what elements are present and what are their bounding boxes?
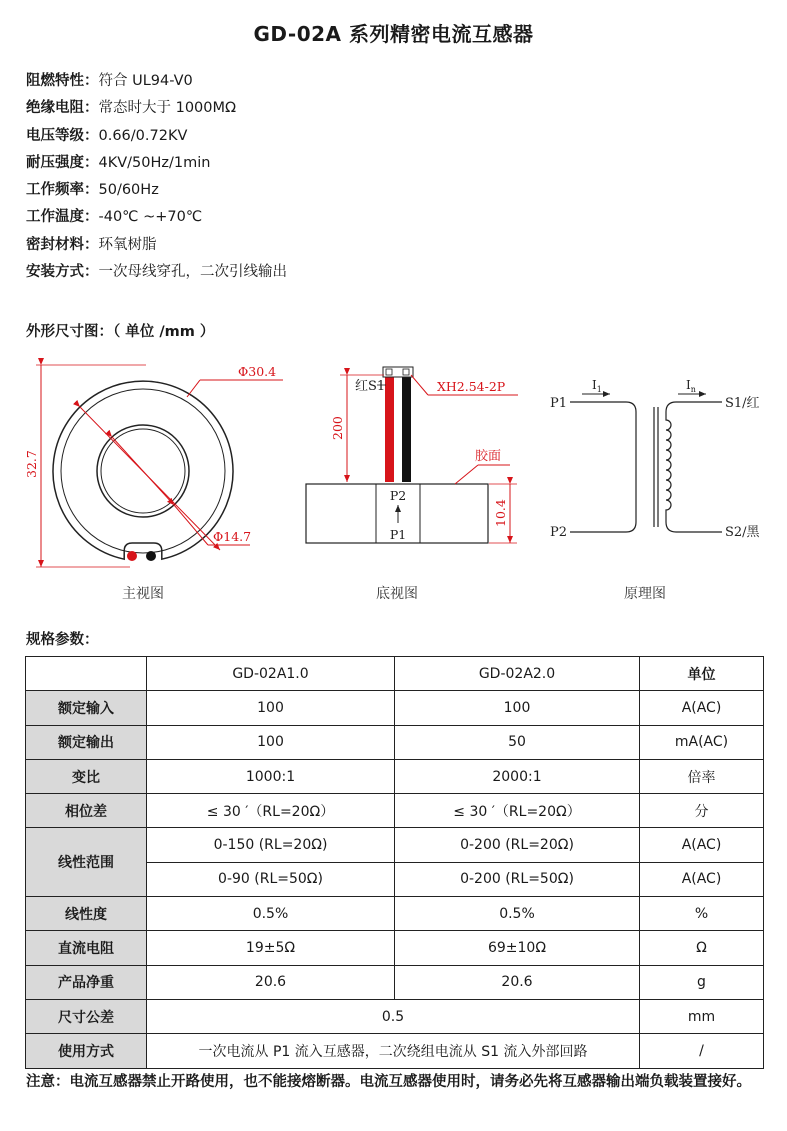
spec-temperature [26, 204, 287, 231]
table-row [26, 1034, 764, 1068]
i-secondary-label: $I_n$ [686, 378, 696, 394]
cell-a: 0-150 (RL=20Ω) [147, 828, 395, 862]
spec-key: 耐压强度 [26, 154, 84, 171]
spec-flame [26, 68, 287, 95]
row-label: 线性度 [26, 897, 147, 931]
spec-value: 50/60Hz [98, 182, 159, 199]
spec-value: -40℃ ~+70℃ [98, 209, 203, 226]
inner-dia-leader [174, 505, 208, 545]
page-title: GD-02A 系列精密电流互感器 [253, 22, 534, 46]
spec-key: 工作温度 [26, 209, 84, 226]
table-row [26, 999, 764, 1033]
cell-a: 100 [147, 691, 395, 725]
table-row [26, 965, 764, 999]
spec-key: 工作频率 [26, 182, 84, 199]
spec-sep: ： [84, 264, 99, 281]
spec-key: 电压等级 [26, 127, 84, 144]
schematic-caption: 原理图 [624, 586, 666, 602]
table-row [26, 691, 764, 725]
i-primary-label: $I_1$ [592, 378, 602, 394]
spec-value: 一次母线穿孔，二次引线输出 [98, 264, 287, 281]
spec-insulation [26, 95, 287, 122]
cell-b: 100 [395, 691, 640, 725]
dimension-diagrams [0, 345, 787, 615]
header-model-b: GD-02A2.0 [395, 657, 640, 691]
sch-p1-label: P1 [550, 396, 568, 411]
spec-sep: ： [84, 73, 99, 89]
cell-unit: 分 [640, 794, 764, 828]
red-terminal-dot [127, 551, 137, 561]
red-wire [385, 375, 394, 482]
cell-unit: Ω [640, 931, 764, 965]
table-header-row [26, 657, 764, 691]
sch-p2-label: P2 [550, 525, 568, 540]
row-label: 直流电阻 [26, 931, 147, 965]
bottom-view [306, 367, 518, 602]
cell-a: 20.6 [147, 965, 395, 999]
spec-sep: ： [84, 209, 99, 226]
spec-key: 密封材料 [26, 236, 84, 253]
p2-label: P2 [389, 488, 407, 503]
front-view-caption: 主视图 [122, 586, 164, 602]
cell-merged: 0.5 [147, 999, 640, 1033]
table-row [26, 794, 764, 828]
primary-winding [570, 402, 636, 532]
sch-s1-label: S1/红 [725, 396, 760, 411]
secondary-winding [666, 402, 722, 532]
connector-pin-2 [403, 369, 409, 375]
cell-unit: A(AC) [640, 862, 764, 896]
spec-sealing [26, 232, 287, 259]
cell-a: 0-90 (RL=50Ω) [147, 862, 395, 896]
cell-b: ≤ 30 ′（RL=20Ω） [395, 794, 640, 828]
cell-unit: % [640, 897, 764, 931]
cell-a: 100 [147, 725, 395, 759]
spec-voltage [26, 123, 287, 150]
warning-note: 注意：电流互感器禁止开路使用，也不能接熔断器。电流互感器使用时，请务必先将互感器输出端负载装置接好。 [26, 1074, 751, 1090]
spec-value: 常态时大于 1000MΩ [98, 100, 237, 117]
surface-label: 胶面 [475, 449, 502, 464]
cell-b: 0-200 (RL=50Ω) [395, 862, 640, 896]
cell-unit: g [640, 965, 764, 999]
table-row [26, 897, 764, 931]
cell-a: 1000:1 [147, 759, 395, 793]
cell-b: 0-200 (RL=20Ω) [395, 828, 640, 862]
dimensions-heading: 外形尺寸图：（ 单位 /mm ） [26, 324, 215, 340]
connector-pin-1 [386, 369, 392, 375]
params-heading: 规格参数： [26, 632, 99, 648]
row-label: 额定输出 [26, 725, 147, 759]
cell-unit: 倍率 [640, 759, 764, 793]
sch-s2-label: S2/黑 [725, 525, 760, 540]
row-label: 额定输入 [26, 691, 147, 725]
outer-dia-label: Φ30.4 [238, 364, 277, 379]
cell-a: 19±5Ω [147, 931, 395, 965]
spec-sep: ： [84, 127, 99, 144]
black-terminal-dot [146, 551, 156, 561]
row-label: 线性范围 [26, 828, 147, 897]
cell-a: ≤ 30 ′（RL=20Ω） [147, 794, 395, 828]
thickness-label: 10.4 [493, 499, 508, 527]
table-row [26, 828, 764, 862]
cell-b: 20.6 [395, 965, 640, 999]
spec-value: 符合 UL94-V0 [98, 73, 193, 89]
spec-withstand [26, 150, 287, 177]
cell-b: 69±10Ω [395, 931, 640, 965]
spec-list [26, 68, 287, 286]
spec-key: 安装方式 [26, 264, 84, 281]
cell-b: 50 [395, 725, 640, 759]
spec-table [25, 656, 764, 1069]
spec-mounting [26, 259, 287, 286]
row-label: 变比 [26, 759, 147, 793]
row-label: 产品净重 [26, 965, 147, 999]
table-row [26, 931, 764, 965]
spec-frequency [26, 177, 287, 204]
header-model-a: GD-02A1.0 [147, 657, 395, 691]
row-label: 尺寸公差 [26, 999, 147, 1033]
cell-unit: mA(AC) [640, 725, 764, 759]
cell-unit: / [640, 1034, 764, 1068]
connector-leader [411, 375, 428, 395]
spec-key: 绝缘电阻 [26, 100, 84, 117]
surface-leader [455, 465, 478, 484]
bottom-view-caption: 底视图 [376, 586, 418, 602]
spec-value: 0.66/0.72KV [98, 127, 188, 144]
wire-label: 红S1 [355, 379, 386, 394]
cell-unit: A(AC) [640, 828, 764, 862]
height-label: 32.7 [24, 450, 39, 478]
black-wire [402, 375, 411, 482]
p1-label: P1 [389, 527, 407, 542]
outer-dia-leader-2 [187, 380, 200, 397]
inner-dia-label: Φ14.7 [213, 529, 252, 544]
inner-dia-dim-line [112, 437, 174, 505]
front-view [24, 364, 283, 602]
table-row [26, 759, 764, 793]
cell-b: 0.5% [395, 897, 640, 931]
length-label: 200 [330, 416, 345, 440]
cell-a: 0.5% [147, 897, 395, 931]
table-row [26, 725, 764, 759]
spec-value: 4KV/50Hz/1min [98, 154, 211, 171]
cell-merged: 一次电流从 P1 流入互感器，二次绕组电流从 S1 流入外部回路 [147, 1034, 640, 1068]
cell-b: 2000:1 [395, 759, 640, 793]
ring-outer-outline [53, 381, 233, 559]
header-unit: 单位 [640, 657, 764, 691]
spec-sep: ： [84, 182, 99, 199]
cell-unit: A(AC) [640, 691, 764, 725]
spec-sep: ： [84, 154, 99, 171]
spec-sep: ： [84, 100, 99, 117]
row-label: 相位差 [26, 794, 147, 828]
row-label: 使用方式 [26, 1034, 147, 1068]
cell-unit: mm [640, 999, 764, 1033]
header-blank [26, 657, 147, 691]
schematic-view [550, 378, 761, 602]
connector-label: XH2.54-2P [437, 379, 506, 394]
spec-sep: ： [84, 236, 99, 253]
spec-key: 阻燃特性 [26, 73, 84, 89]
spec-value: 环氧树脂 [98, 236, 157, 253]
